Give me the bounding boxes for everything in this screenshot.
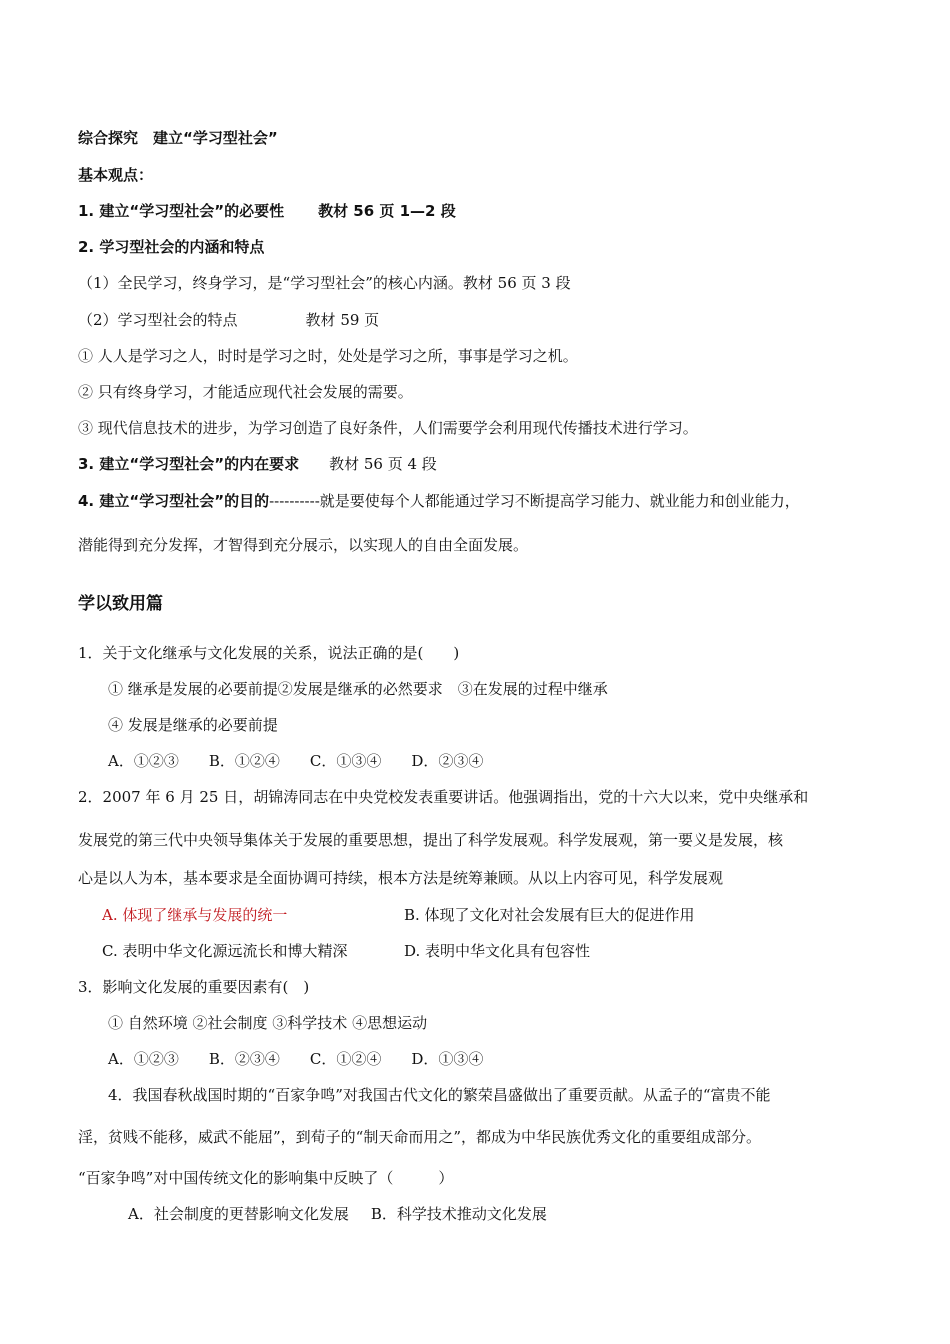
point-1-title: 1. 建立“学习型社会”的必要性 [78, 202, 285, 220]
q4-line-3: “百家争鸣”对中国传统文化的影响集中反映了（ ） [78, 1169, 454, 1187]
point-3 [78, 454, 437, 474]
point-4-line-1 [78, 491, 800, 511]
practice-heading: 学以致用篇 [78, 594, 163, 614]
q4-line-1: 4．我国春秋战国时期的“百家争鸣”对我国古代文化的繁荣昌盛做出了重要贡献。从孟子的“富贵不能 [108, 1086, 771, 1104]
point-2-sub-1: （1）全民学习，终身学习，是“学习型社会”的核心内涵。教材 56 页 3 段 [78, 274, 571, 292]
point-2-sub-2 [78, 310, 379, 330]
q4-choices [128, 1204, 547, 1224]
q3-stem: 3．影响文化发展的重要因素有( ) [78, 978, 310, 996]
point-3-title: 3. 建立“学习型社会”的内在要求 [78, 455, 300, 473]
q1-choices: A．①②③ B．①②④ C．①③④ D．②③④ [108, 752, 484, 770]
point-1 [78, 201, 456, 221]
point-2-item-2: ② 只有终身学习，才能适应现代社会发展的需要。 [78, 383, 413, 401]
q1-options-line-2: ④ 发展是继承的必要前提 [108, 716, 278, 734]
point-3-ref: 教材 56 页 4 段 [329, 455, 437, 473]
basic-heading: 基本观点： [78, 166, 154, 184]
point-2-item-3: ③ 现代信息技术的进步，为学习创造了良好条件，人们需要学会利用现代传播技术进行学习。 [78, 419, 698, 437]
q3-choices: A．①②③ B．②③④ C．①②④ D．①③④ [108, 1050, 484, 1068]
point-4-text-a: ----------就是要使每个人都能通过学习不断提高学习能力、就业能力和创业能力， [269, 492, 800, 510]
q2-choice-b: B. 体现了文化对社会发展有巨大的促进作用 [404, 906, 695, 924]
q4-line-2: 淫，贫贱不能移，威武不能屈”，到荀子的“制天命而用之”，都成为中华民族优秀文化的重要组成部分。 [78, 1128, 762, 1146]
point-2-sub-2-ref: 教材 59 页 [305, 311, 380, 329]
q2-line-3: 心是以人为本，基本要求是全面协调可持续，根本方法是统筹兼顾。从以上内容可见，科学发展观 [78, 869, 724, 887]
q3-options: ① 自然环境 ②社会制度 ③科学技术 ④思想运动 [108, 1014, 428, 1032]
q4-choice-a: A．社会制度的更替影响文化发展 [128, 1205, 349, 1223]
point-2-item-1: ① 人人是学习之人，时时是学习之时，处处是学习之所，事事是学习之机。 [78, 347, 578, 365]
q1-options-line-1: ① 继承是发展的必要前提②发展是继承的必然要求 ③在发展的过程中继承 [108, 680, 608, 698]
point-4-line-2: 潜能得到充分发挥，才智得到充分展示，以实现人的自由全面发展。 [78, 536, 529, 554]
q2-choice-a: A. 体现了继承与发展的统一 [102, 906, 288, 924]
q2-line-2: 发展党的第三代中央领导集体关于发展的重要思想，提出了科学发展观。科学发展观，第一要义是发展，核 [78, 831, 784, 849]
q4-choice-b: B．科学技术推动文化发展 [370, 1205, 547, 1223]
point-2-sub-2-text: （2）学习型社会的特点 [78, 311, 238, 329]
section-title: 综合探究 建立“学习型社会” [78, 129, 278, 147]
q2-choice-d: D. 表明中华文化具有包容性 [404, 942, 591, 960]
point-1-ref: 教材 56 页 1—2 段 [318, 202, 456, 220]
q2-line-1: 2．2007 年 6 月 25 日，胡锦涛同志在中央党校发表重要讲话。他强调指出，党的十六大以来，党中央继承和 [78, 788, 809, 806]
q2-choice-c: C. 表明中华文化源远流长和博大精深 [102, 942, 348, 960]
point-4-title: 4. 建立“学习型社会”的目的 [78, 492, 270, 510]
q1-stem: 1．关于文化继承与文化发展的关系，说法正确的是( ) [78, 644, 460, 662]
point-2-title: 2. 学习型社会的内涵和特点 [78, 238, 265, 256]
